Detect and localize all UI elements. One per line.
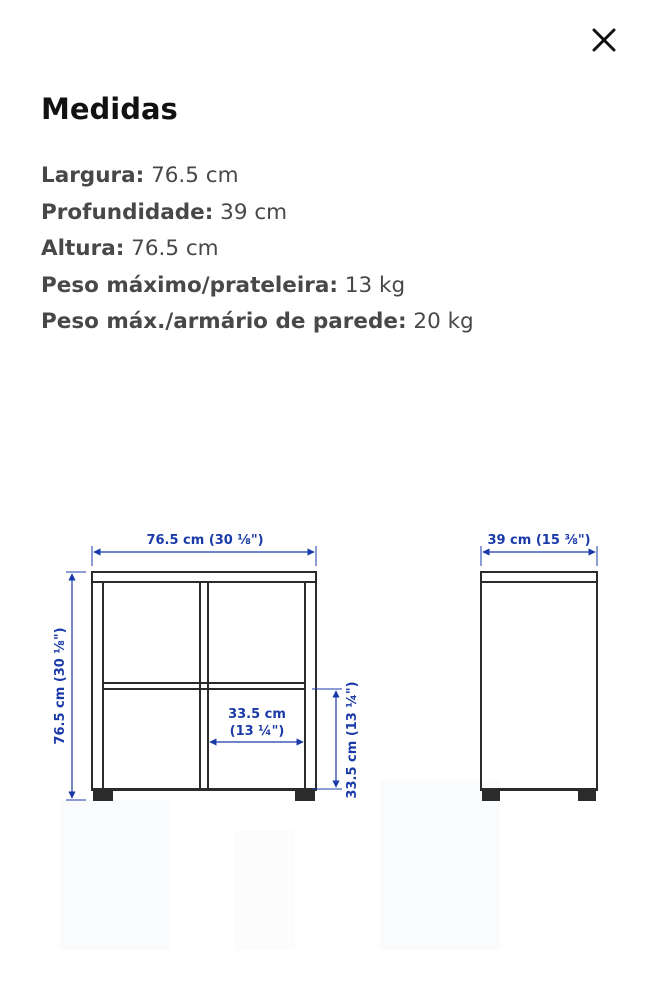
side-view-shelf [481, 572, 597, 800]
measurement-max-weight-shelf [41, 268, 474, 305]
diagram-background [60, 780, 500, 950]
measurement-value: 39 cm [220, 199, 288, 225]
measurement-value: 20 kg [413, 309, 474, 335]
measurement-value: 13 kg [344, 272, 406, 298]
measurement-width [41, 158, 474, 195]
measurement-value: 76.5 cm [131, 236, 219, 262]
measurements-list [41, 158, 474, 341]
close-icon [584, 20, 624, 60]
compartment-height-label: 33.5 cm (13 ¼") [345, 681, 360, 799]
compartment-width-cm-label: 33.5 cm [228, 707, 286, 722]
compartment-height-dimension [312, 681, 360, 798]
side-depth-label: 39 cm (15 ⅜") [487, 533, 591, 548]
measurement-height [41, 231, 474, 268]
measurement-label: Profundidade: [41, 199, 214, 225]
measurement-label: Altura: [41, 236, 125, 262]
measurement-max-weight-wall-cabinet [41, 304, 474, 341]
front-height-label: 76.5 cm (30 ⅛") [53, 627, 68, 745]
measurement-label: Peso máx./armário de parede: [41, 309, 407, 335]
close-button[interactable] [584, 20, 624, 60]
compartment-width-in-label: (13 ¼") [229, 724, 285, 739]
measurement-depth [41, 195, 474, 232]
measurement-value: 76.5 cm [151, 163, 239, 188]
front-width-label: 76.5 cm (30 ⅛") [146, 533, 264, 548]
front-height-dimension [53, 572, 86, 800]
front-view-shelf [92, 572, 316, 800]
page-title: Medidas [41, 92, 178, 126]
front-width-dimension [92, 533, 316, 566]
side-depth-dimension [481, 533, 597, 566]
measurement-label: Largura: [41, 163, 145, 188]
measurement-label: Peso máximo/prateleira: [41, 272, 338, 298]
compartment-width-dimension [210, 707, 303, 742]
